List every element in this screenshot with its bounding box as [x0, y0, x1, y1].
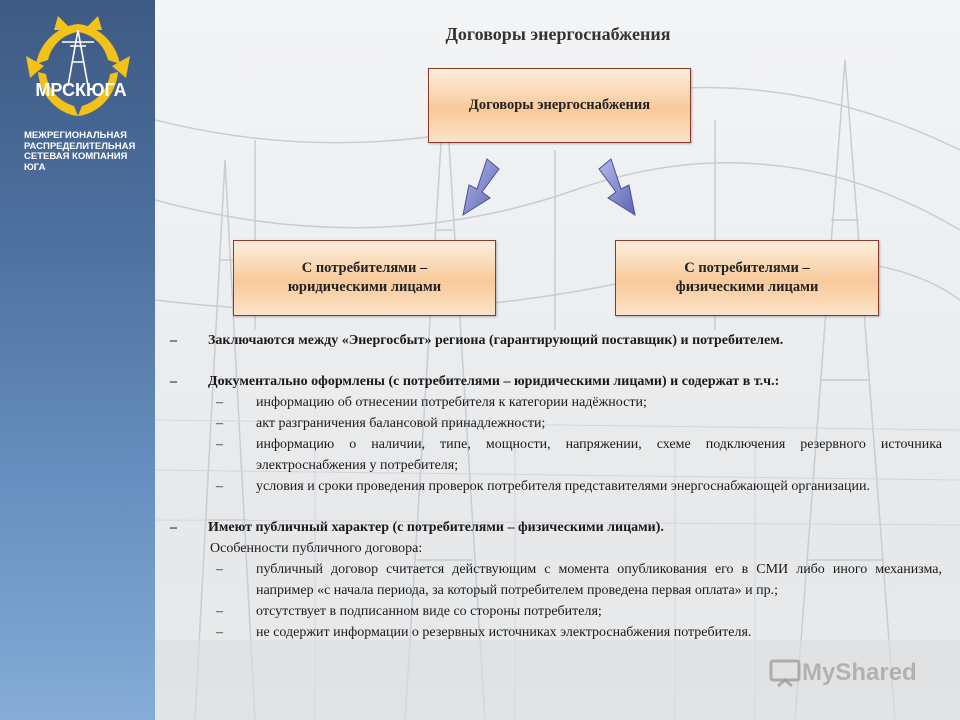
contracts-box: [428, 68, 691, 143]
page-title: Договоры энергоснабжения: [445, 24, 671, 44]
bullet-text: Заключаются между «Энергосбыт» региона (гарантирующий поставщик) и потребителем.: [208, 333, 784, 348]
contract-details: [170, 330, 942, 643]
bullet-text: Документально оформлены (с потребителями – юридическими лицами) и содержат в т.ч.:: [208, 374, 780, 389]
company-line: МЕЖРЕГИОНАЛЬНАЯ: [24, 130, 127, 141]
sub-bullet-text: условия и сроки проведения проверок потребителя представителями энергоснабжающей организации.: [256, 479, 870, 494]
watermark-text: MyShared: [802, 659, 917, 686]
bullet-dash: –: [216, 437, 223, 452]
sub-bullet-item: [170, 413, 942, 434]
mrsk-yuga-logo: [18, 16, 138, 126]
sub-bullet-text: отсутствует в подписанном виде со стороны потребителя;: [256, 604, 602, 619]
bullet-dash: –: [216, 479, 223, 494]
company-line: СЕТЕВАЯ КОМПАНИЯ: [24, 151, 128, 162]
bullet-dash: –: [216, 395, 223, 410]
individuals-box: [615, 240, 879, 316]
bullet-dash: –: [216, 416, 223, 431]
arrow-down-left-icon: [463, 159, 499, 215]
bullet-dash: –: [216, 625, 223, 640]
individuals-line1: С потребителями –: [684, 260, 810, 276]
bullet-item: [170, 371, 942, 392]
company-line: РАСПРЕДЕЛИТЕЛЬНАЯ: [24, 140, 136, 152]
sub-bullet-text: акт разграничения балансовой принадлежности;: [256, 416, 546, 431]
watermark: [768, 656, 917, 690]
public-contract-note: Особенности публичного договора:: [210, 541, 423, 556]
legal-entities-line1: С потребителями –: [301, 260, 428, 276]
company-name: [24, 131, 152, 173]
presentation-icon: [768, 658, 802, 688]
sub-bullet-item: [170, 622, 942, 643]
sub-bullet-item: [170, 559, 942, 601]
contracts-box-label: Договоры энергоснабжения: [468, 97, 651, 113]
sub-bullet-item: [170, 434, 942, 476]
branch-arrows: [455, 155, 655, 225]
sub-bullet-text: публичный договор считается действующим с момента опубликования его в СМИ либо иного механизма, например «с начала периода, за который потребителем проведена первая оплата» и пр.;: [256, 562, 942, 598]
individuals-line2: физическими лицами: [675, 279, 819, 295]
bullet-dash: –: [170, 520, 177, 535]
bullet-item: [170, 517, 942, 538]
logo-text: МРСКЮГА: [35, 80, 127, 100]
sub-bullet-item: [170, 392, 942, 413]
bullet-item: [170, 330, 942, 351]
sub-bullet-item: [170, 601, 942, 622]
bullet-dash: –: [170, 374, 177, 389]
arrow-down-right-icon: [599, 159, 635, 215]
bullet-text: Имеют публичный характер (с потребителями – физическими лицами).: [208, 520, 664, 535]
bullet-dash: –: [216, 562, 223, 577]
bullet-dash: –: [170, 333, 177, 348]
sub-bullet-item: [170, 476, 942, 497]
logo-wordmark: [22, 80, 140, 101]
company-line: ЮГА: [24, 161, 46, 173]
sub-bullet-text: информацию об отнесении потребителя к категории надёжности;: [256, 395, 647, 410]
bullet-dash: –: [216, 604, 223, 619]
sub-bullet-text: информацию о наличии, типе, мощности, напряжении, схеме подключения резервного источника электроснабжения у потребителя;: [256, 437, 942, 473]
legal-entities-box: [233, 240, 496, 316]
sub-bullet-text: не содержит информации о резервных источниках электроснабжения потребителя.: [256, 625, 752, 640]
legal-entities-line2: юридическими лицами: [287, 279, 442, 295]
left-sidebar: [0, 0, 155, 720]
